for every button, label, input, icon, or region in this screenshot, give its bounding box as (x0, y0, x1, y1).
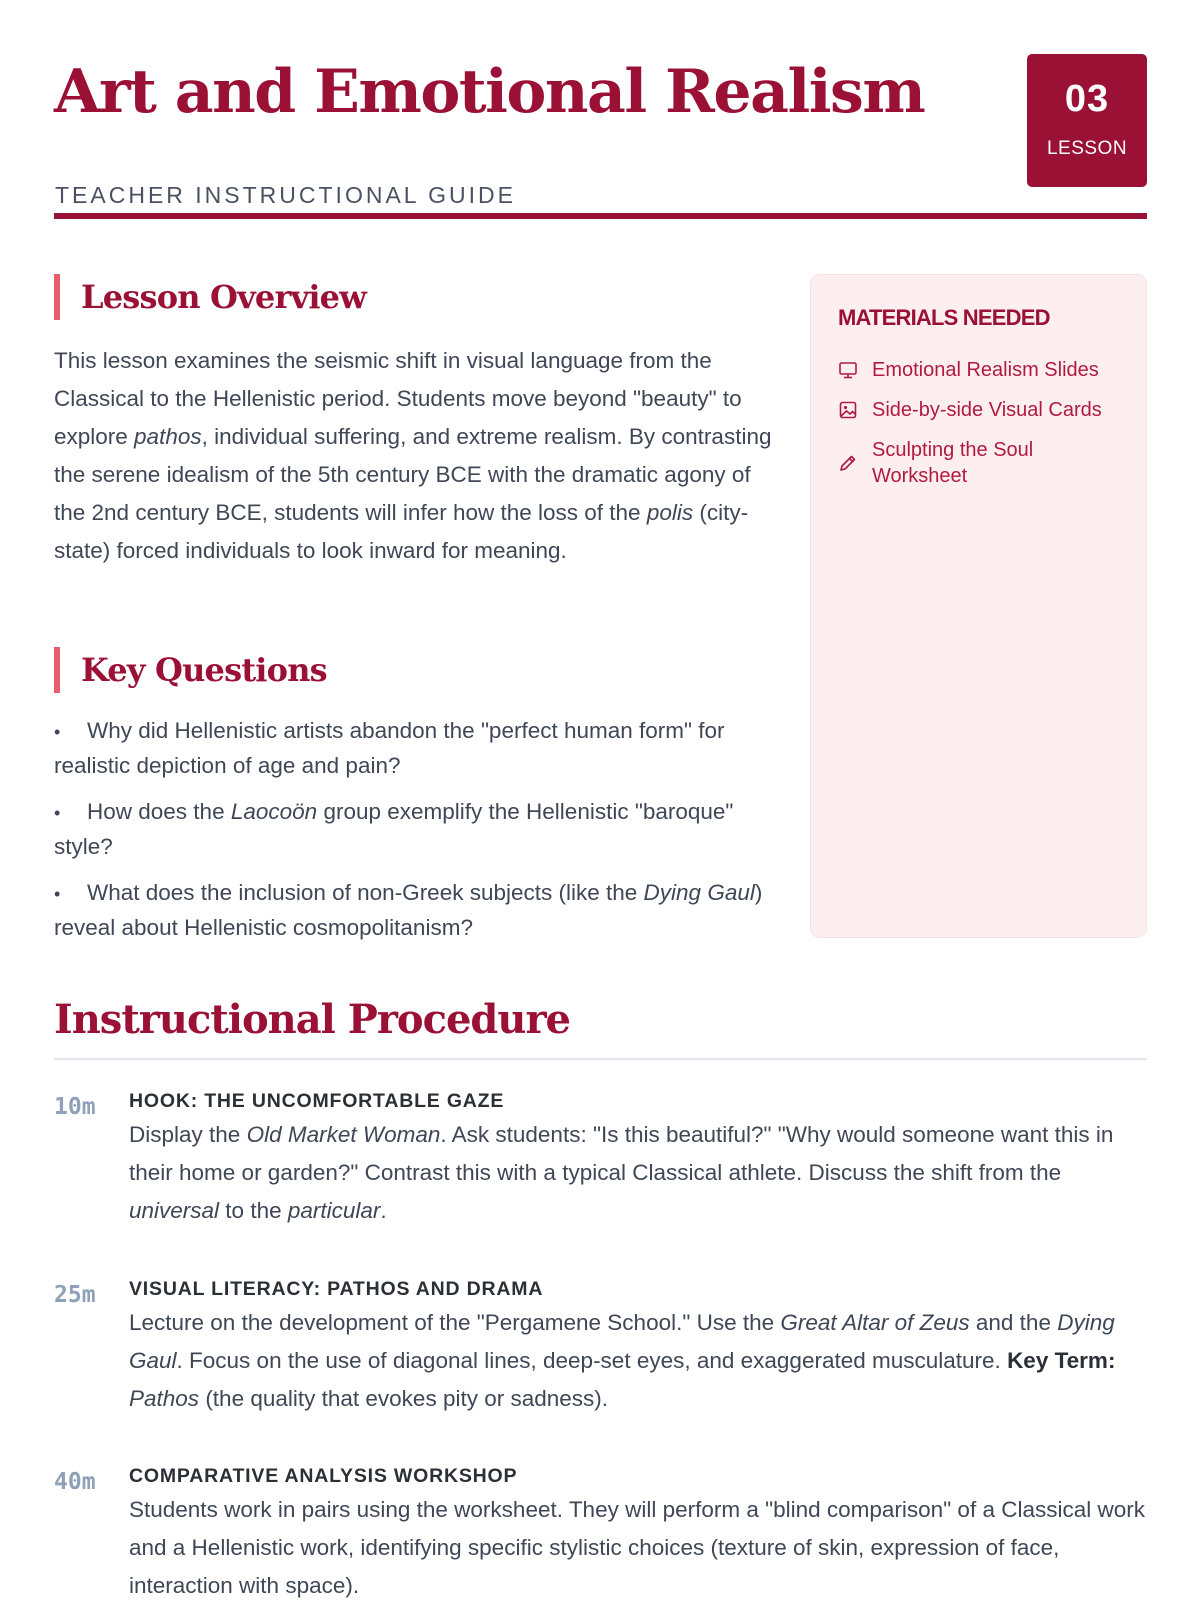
presentation-icon (838, 360, 858, 380)
questions-heading: Key Questions (54, 647, 327, 693)
step-description: Students work in pairs using the worksheet. They will perform a "blind comparison" of a Classical work and a Hellenistic work, identifying specific stylistic choices (texture of skin, expression of face, interaction with space). (129, 1497, 1145, 1598)
page-title: Art and Emotional Realism (54, 57, 925, 127)
lesson-number: 03 (1064, 78, 1110, 120)
step-title: HOOK: THE UNCOMFORTABLE GAZE (129, 1090, 505, 1112)
image-icon (838, 400, 858, 420)
overview-heading: Lesson Overview (54, 274, 366, 320)
step-description: Display the Old Market Woman. Ask students: "Is this beautiful?" "Why would someone want this in their home or garden?" Contrast this with a typical Classical athlete. Discuss the shift from the universal to the particular. (129, 1122, 1114, 1223)
step-duration: 40m (54, 1469, 96, 1495)
procedure-heading: Instructional Procedure (54, 996, 570, 1043)
key-questions-list (54, 714, 780, 957)
page-header (54, 52, 1147, 220)
procedure-divider (54, 1058, 1147, 1060)
step-title: COMPARATIVE ANALYSIS WORKSHOP (129, 1465, 518, 1487)
page-subtitle: TEACHER INSTRUCTIONAL GUIDE (55, 182, 516, 208)
step-description: Lecture on the development of the "Pergamene School." Use the Great Altar of Zeus and the Dying Gaul. Focus on the use of diagonal lines, deep-set eyes, and exaggerated musculature. Key Term: Pathos (the quality that evokes pity or sadness). (129, 1310, 1116, 1411)
step-duration: 10m (54, 1094, 96, 1120)
header-divider (54, 213, 1147, 219)
step-title: VISUAL LITERACY: PATHOS AND DRAMA (129, 1278, 544, 1300)
overview-paragraph: This lesson examines the seismic shift in visual language from the Classical to the Hellenistic period. Students move beyond "beauty" to explore pathos, individual suffering, and extreme realism. By contrasting the serene idealism of the 5th century BCE with the dramatic agony of the 2nd century BCE, students will infer how the loss of the polis (city-state) forced individuals to look inward for meaning. (54, 348, 772, 563)
materials-title: MATERIALS NEEDED (838, 305, 1050, 330)
list-item: • Why did Hellenistic artists abandon the "perfect human form" for realistic depiction of age and pain? (54, 718, 725, 778)
pencil-icon (838, 453, 858, 473)
material-item: Sculpting the Soul Worksheet (838, 437, 1128, 491)
list-item: • What does the inclusion of non-Greek subjects (like the Dying Gaul) reveal about Hellenistic cosmopolitanism? (54, 880, 763, 940)
list-item: • How does the Laocoön group exemplify the Hellenistic "baroque" style? (54, 799, 734, 859)
lesson-badge (1027, 54, 1147, 187)
lesson-label: LESSON (1046, 138, 1128, 159)
step-duration: 25m (54, 1282, 96, 1308)
materials-panel: MATERIALS NEEDED Emotional Realism Slides Side-by-side Visual Cards Sculpting the Soul Worksheet (810, 274, 1147, 938)
